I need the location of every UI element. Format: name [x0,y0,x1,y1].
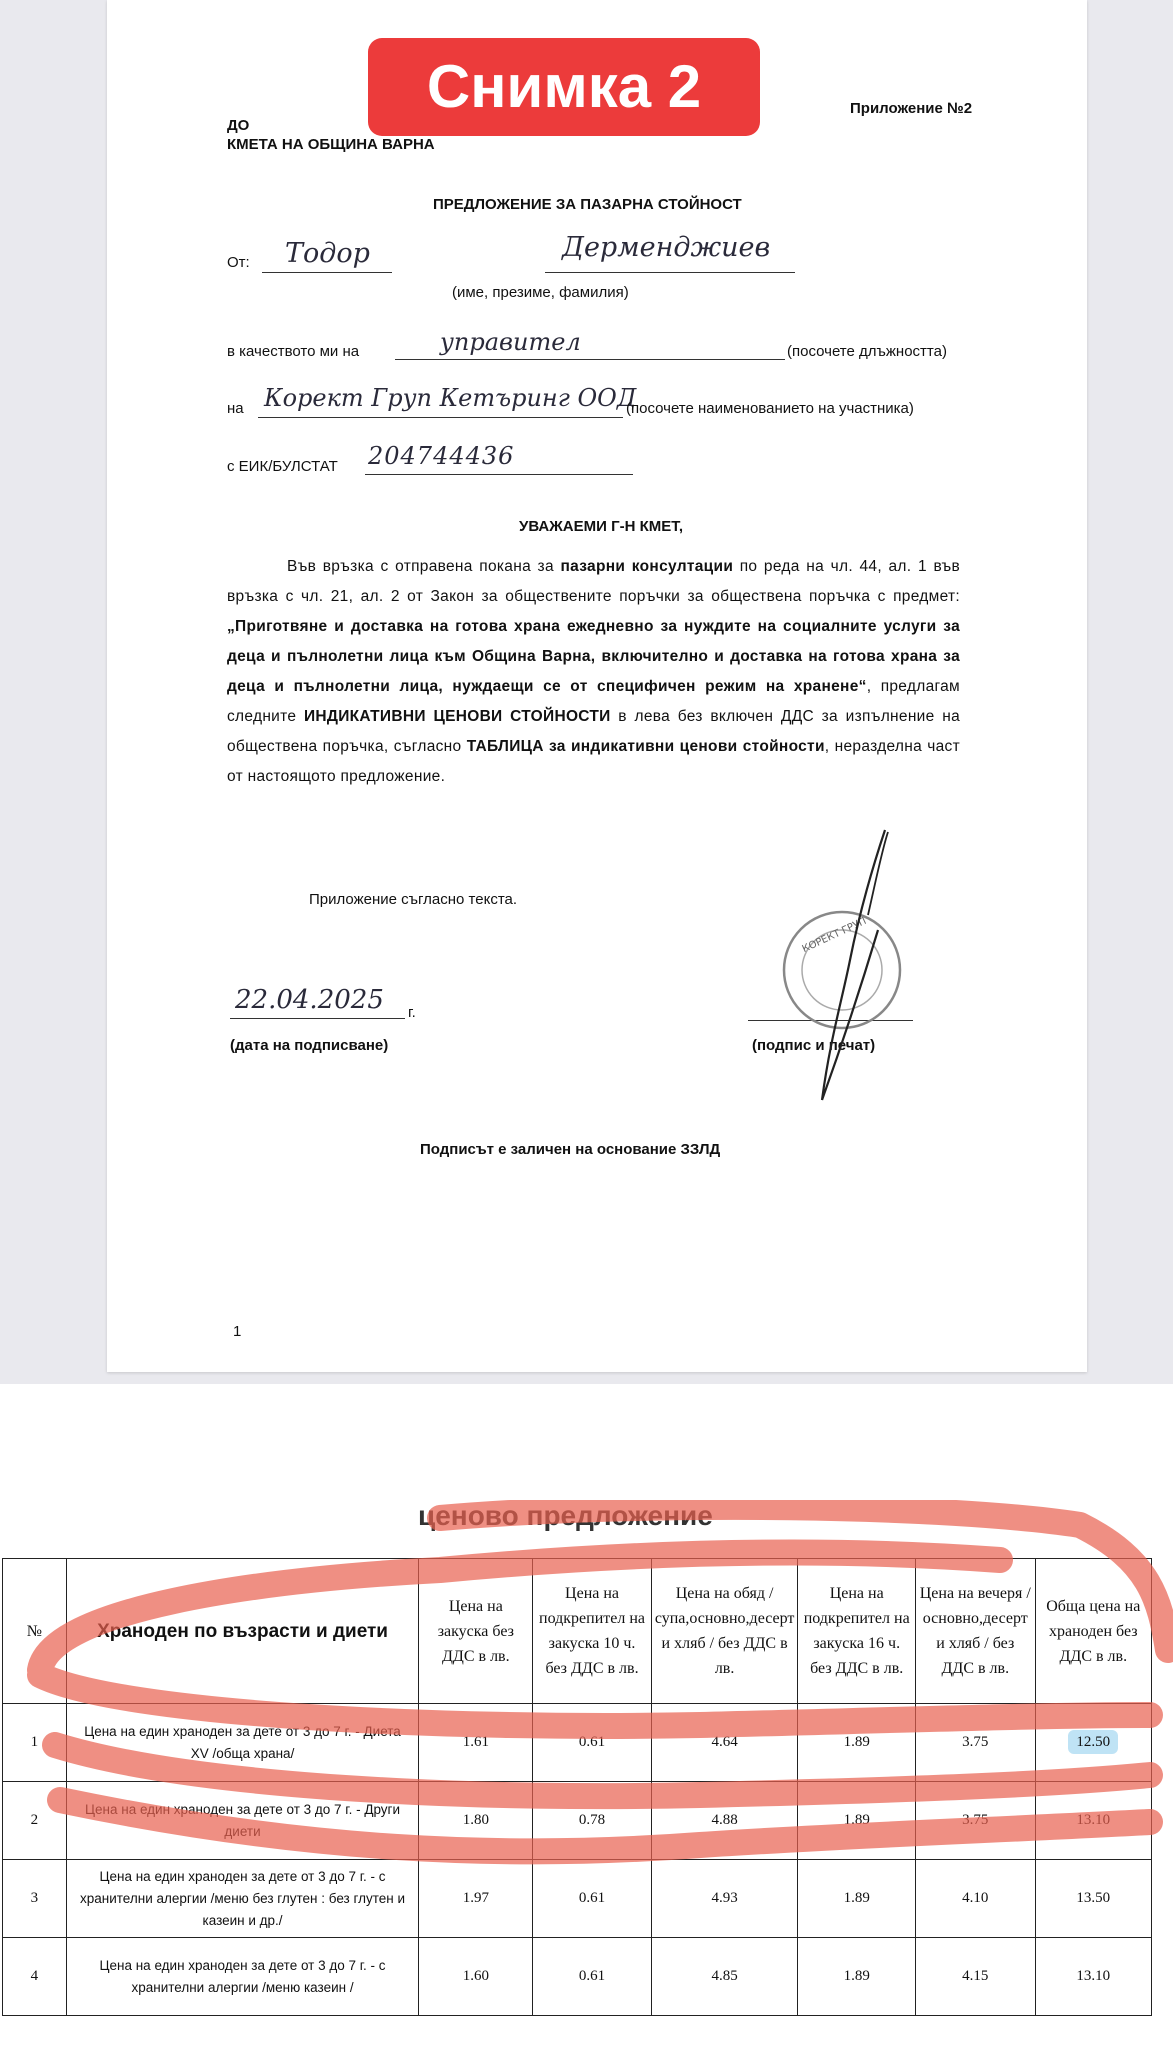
cell-lunch: 4.88 [651,1782,798,1860]
date-suffix: г. [408,1004,416,1021]
cell-total-highlighted: 12.50 [1068,1730,1118,1754]
from-first-underline [262,272,392,273]
body-part-9: , неразделна част от настоящото предложение. [227,738,960,785]
cell-snack-16: 1.89 [798,1782,916,1860]
body-part-5: , предлагам следните [227,678,960,725]
cell-dinner: 3.75 [916,1704,1036,1782]
header-desc: Храноден по възрасти и диети [66,1559,419,1704]
date-hint: (дата на подписване) [230,1037,389,1054]
row-desc: Цена на един храноден за дете от 3 до 7 г. - Диета XV /обща храна/ [66,1704,419,1782]
body-part-3: по реда на чл. 44, ал. 1 във връзка с чл. 21, ал. 2 от Закон за обществените поръчки за обществена поръчка с предмет: [227,558,960,605]
cell-dinner: 3.75 [916,1782,1036,1860]
cell-snack-10: 0.61 [533,1704,652,1782]
row-desc: Цена на един храноден за дете от 3 до 7 г. - с хранителни алергии /меню казеин / [66,1938,419,2016]
role-hint: (посочете длъжността) [787,343,947,360]
role-value: управител [440,328,581,356]
cell-snack-10: 0.61 [533,1938,652,2016]
cell-total: 13.50 [1035,1860,1151,1938]
body-part-7: в лева без включен ДДС за изпълнение на обществена поръчка, съгласно [227,708,961,755]
cell-breakfast: 1.60 [419,1938,533,2016]
cell-dinner: 4.15 [916,1938,1036,2016]
eik-label: с ЕИК/БУЛСТАТ [227,458,338,475]
cell-dinner: 4.10 [916,1860,1036,1938]
org-value: Корект Груп Кетъринг ООД [264,384,637,412]
header-lunch: Цена на обяд /супа,основно,десерт и хляб / без ДДС в лв. [651,1559,798,1704]
signature-stroke [822,830,885,1100]
body-part-8: ТАБЛИЦА за индикативни ценови стойности [466,738,825,755]
eik-underline [365,474,633,475]
cell-snack-16: 1.89 [798,1704,916,1782]
from-last-underline [545,272,795,273]
cell-total: 13.10 [1035,1938,1151,2016]
cell-lunch: 4.93 [651,1860,798,1938]
header-dinner: Цена на вечеря / основно,десерт и хляб / без ДДС в лв. [916,1559,1036,1704]
from-first-name: Тодор [285,238,370,269]
header-snack-10: Цена на подкрепител на закуска 10 ч. без ДДС в лв. [533,1559,652,1704]
org-underline [258,417,623,418]
row-num: 4 [3,1938,67,2016]
price-table-header-row [3,1559,1152,1704]
cell-snack-16: 1.89 [798,1860,916,1938]
row-num: 3 [3,1860,67,1938]
name-hint: (име, презиме, фамилия) [452,284,629,301]
body-part-4: „Приготвяне и доставка на готова храна ежедневно за нуждите на социалните услуги за деца и пълнолетни лица към Община Варна, включително и доставка на готова храна за деца и пълнолетни лица, нуждаещи се от специфичен режим на хранене“ [227,618,960,695]
photo-label-badge: Снимка 2 [368,38,760,136]
from-last-name: Дерменджиев [562,232,771,263]
body-part-1: Във връзка с отправена покана за [287,558,561,575]
row-num: 2 [3,1782,67,1860]
body-part-6: ИНДИКАТИВНИ ЦЕНОВИ СТОЙНОСТИ [303,708,611,725]
addressee-line1: ДО [227,117,250,134]
row-num: 1 [3,1704,67,1782]
header-total: Обща цена на храноден без ДДС в лв. [1035,1559,1151,1704]
cell-lunch: 4.85 [651,1938,798,2016]
cell-total-cell [1035,1704,1151,1782]
eik-value: 204744436 [368,442,515,470]
header-snack-16: Цена на подкрепител на закуска 16 ч. без ДДС в лв. [798,1559,916,1704]
stamp-and-signature [760,820,940,1120]
page-number: 1 [233,1323,242,1340]
row-desc: Цена на един храноден за дете от 3 до 7 г. - Други диети [66,1782,419,1860]
cell-total: 13.10 [1035,1782,1151,1860]
role-underline [395,359,785,360]
addressee-line2: КМЕТА НА ОБЩИНА ВАРНА [227,136,435,153]
org-label: на [227,400,244,417]
cell-snack-16: 1.89 [798,1938,916,2016]
price-table [2,1558,1152,2016]
cell-snack-10: 0.61 [533,1860,652,1938]
from-label: От: [227,254,250,271]
role-label: в качеството ми на [227,343,360,360]
signature-hint: (подпис и печат) [752,1037,876,1054]
table-row [3,1704,1152,1782]
date-value: 22.04.2025 [235,985,384,1015]
header-num: № [3,1559,67,1704]
gdpr-note: Подписът е заличен на основание ЗЗЛД [420,1141,721,1158]
row-desc: Цена на един храноден за дете от 3 до 7 г. - с хранителни алергии /меню без глутен : без глутен и казеин и др./ [66,1860,419,1938]
header-breakfast: Цена на закуска без ДДС в лв. [419,1559,533,1704]
letter-body [227,552,960,792]
cell-breakfast: 1.61 [419,1704,533,1782]
annex-label: Приложение №2 [850,100,973,117]
stamp-text: КОРЕКТ ГРУП [800,915,869,956]
date-underline [230,1018,405,1019]
price-table-title: ценово предложение [418,1500,713,1531]
cell-breakfast: 1.80 [419,1782,533,1860]
salutation: УВАЖАЕМИ Г-Н КМЕТ, [519,518,684,535]
cell-breakfast: 1.97 [419,1860,533,1938]
table-row [3,1860,1152,1938]
letter-title: ПРЕДЛОЖЕНИЕ ЗА ПАЗАРНА СТОЙНОСТ [433,196,742,213]
cell-snack-10: 0.78 [533,1782,652,1860]
table-row [3,1938,1152,2016]
body-part-2: пазарни консултации [560,558,734,575]
cell-lunch: 4.64 [651,1704,798,1782]
attachment-note: Приложение съгласно текста. [309,891,518,908]
org-hint: (посочете наименованието на участника) [626,400,914,417]
table-row [3,1782,1152,1860]
